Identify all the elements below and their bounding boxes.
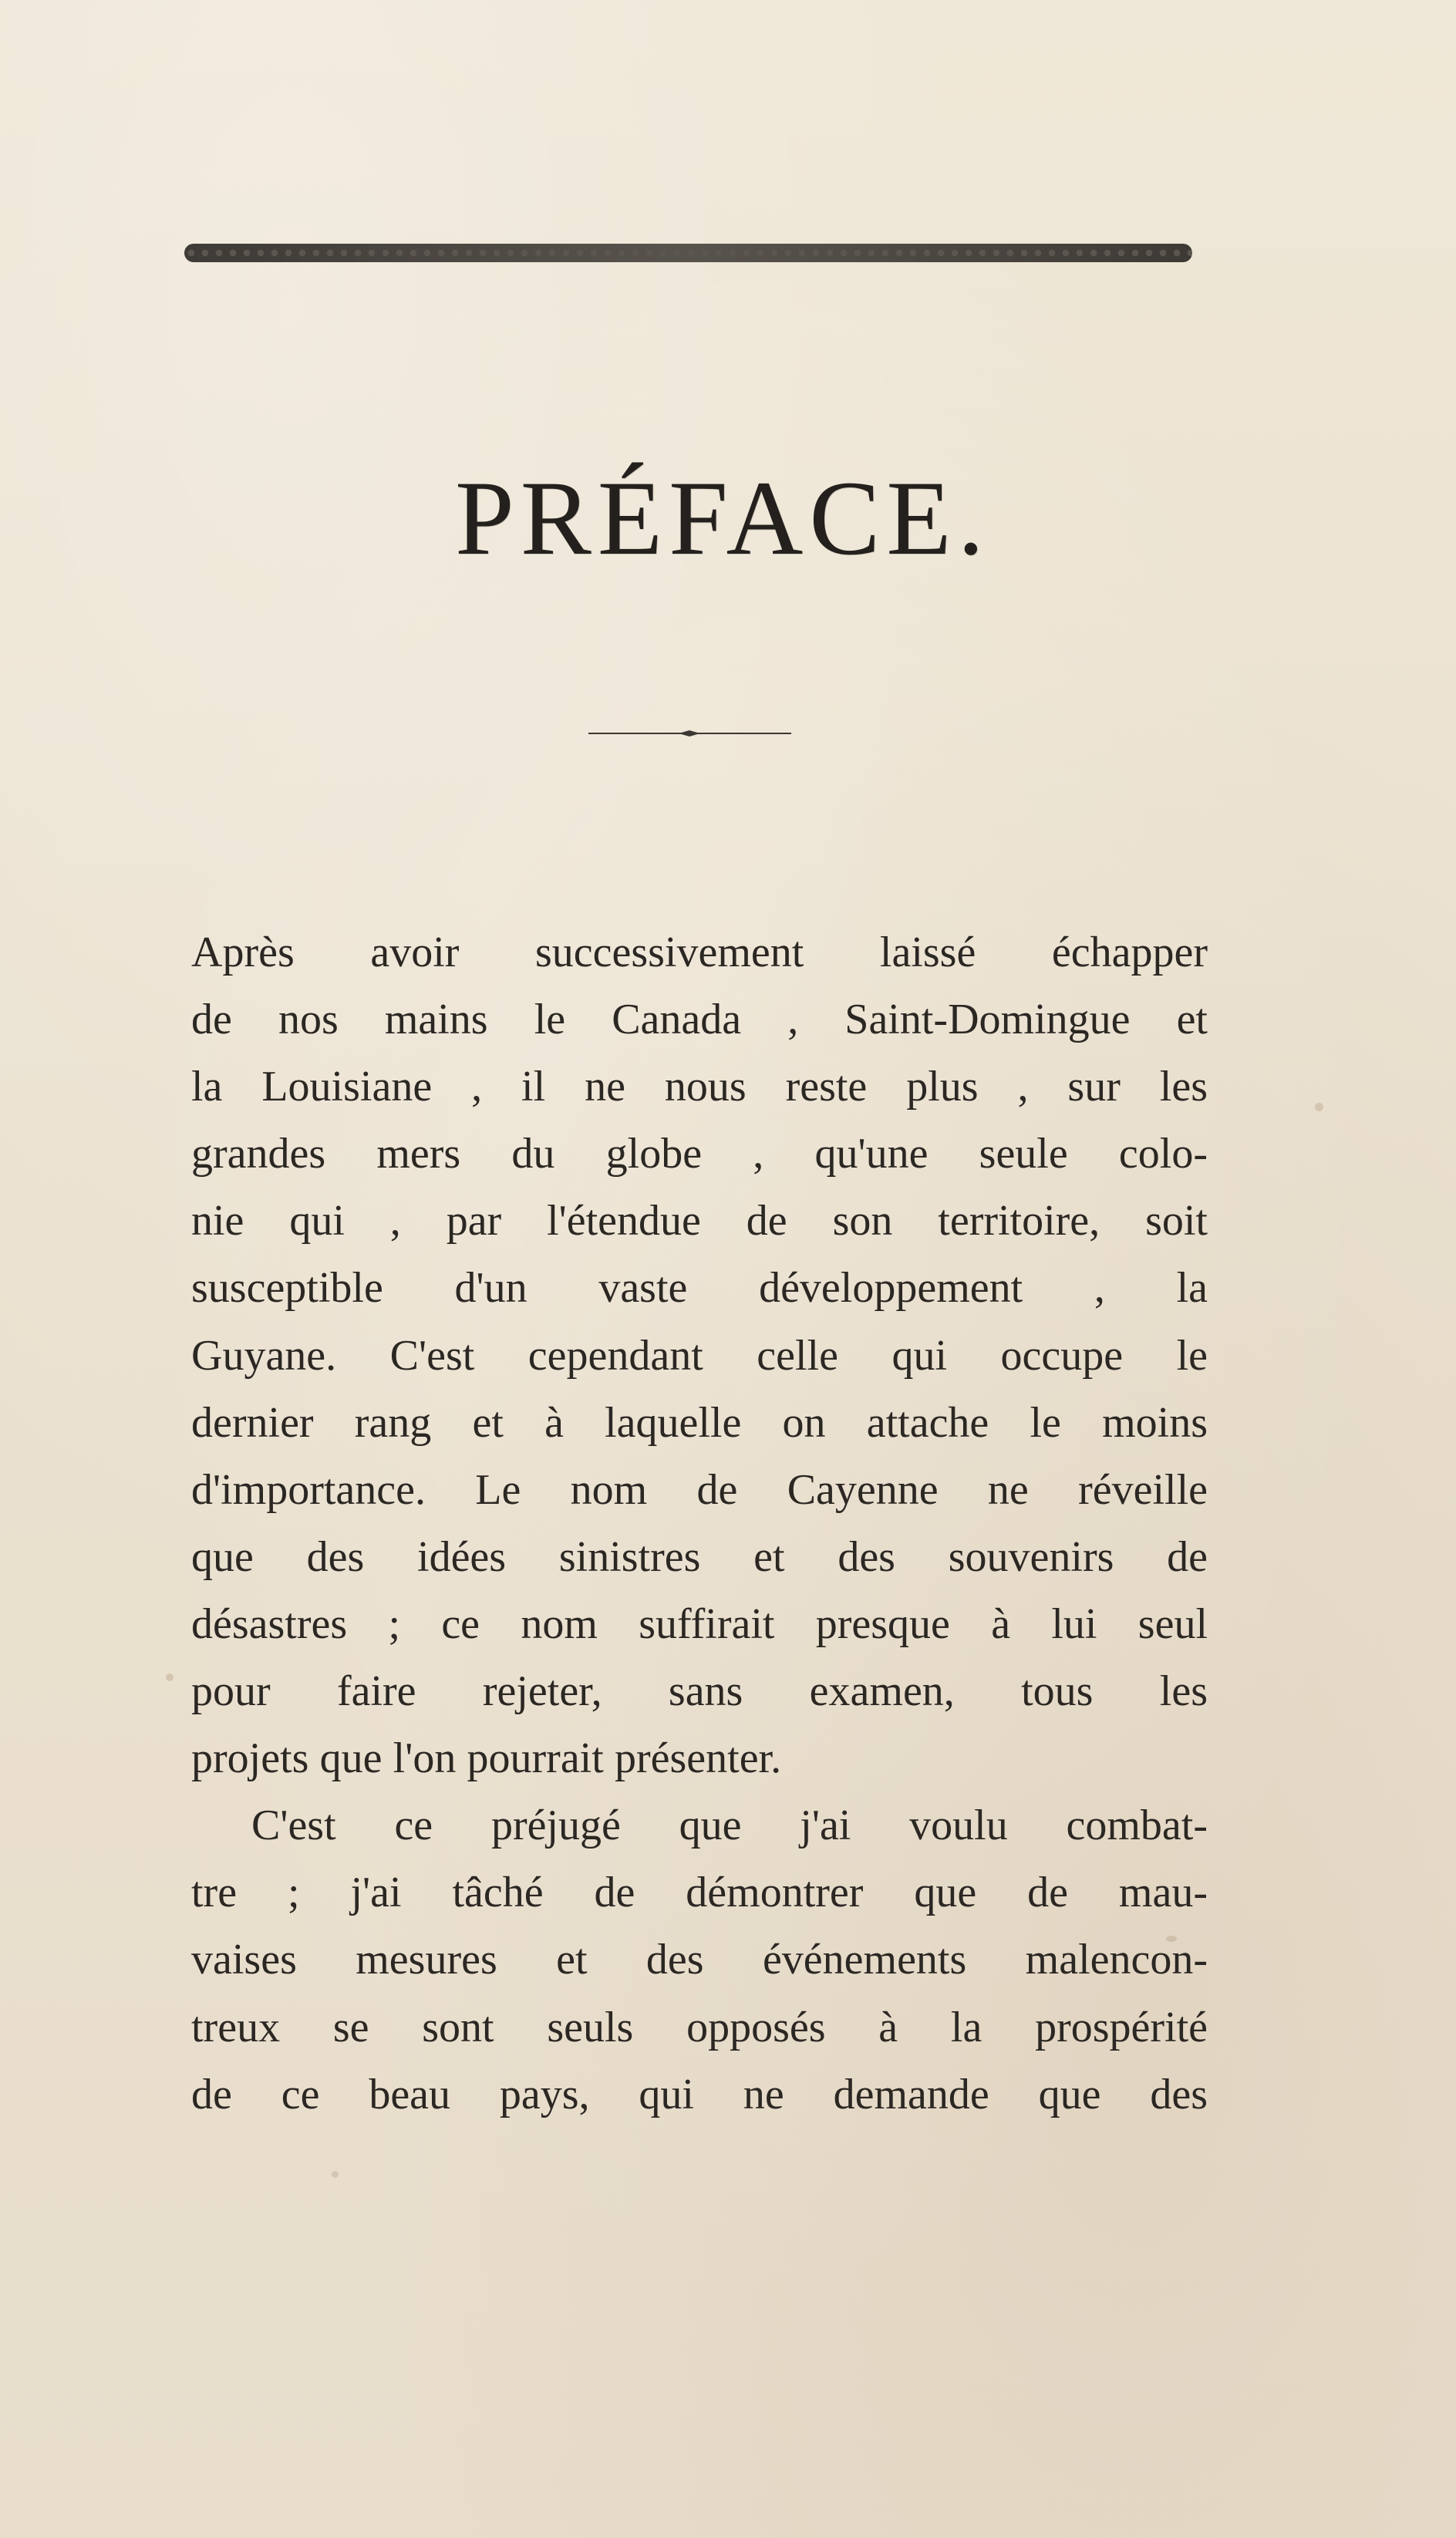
body-line: projets que l'on pourrait présenter. xyxy=(191,1734,782,1783)
body-line: nie qui , par l'étendue de son territoire, soit xyxy=(191,1197,1208,1245)
body-line: désastres ; ce nom suffirait presque à lui seul xyxy=(191,1599,1208,1648)
body-line: d'importance. Le nom de Cayenne ne réveille xyxy=(191,1465,1208,1514)
paper-speck xyxy=(332,2171,339,2178)
title-rule xyxy=(588,730,791,736)
body-text xyxy=(191,919,1208,2128)
body-line: susceptible d'un vaste développement , la xyxy=(191,1264,1208,1313)
body-line: grandes mers du globe , qu'une seule colo- xyxy=(191,1130,1208,1178)
body-line: dernier rang et à laquelle on attache le moins xyxy=(191,1398,1208,1447)
body-line: tre ; j'ai tâché de démontrer que de mau- xyxy=(191,1869,1208,1917)
body-line: de nos mains le Canada , Saint-Domingue et xyxy=(191,996,1208,1044)
body-line: treux se sont seuls opposés à la prospérité xyxy=(191,2003,1208,2051)
body-line: que des idées sinistres et des souvenirs de xyxy=(191,1532,1208,1581)
page-title: PRÉFACE. xyxy=(455,459,991,577)
body-line: pour faire rejeter, sans examen, tous les xyxy=(191,1667,1208,1716)
paper-speck xyxy=(1315,1103,1323,1111)
body-line: Guyane. C'est cependant celle qui occupe le xyxy=(191,1331,1208,1380)
body-line: la Louisiane , il ne nous reste plus , sur les xyxy=(191,1063,1208,1111)
body-line: C'est ce préjugé que j'ai voulu combat- xyxy=(251,1802,1208,1850)
body-line: Après avoir successivement laissé échapper xyxy=(191,929,1208,976)
body-line: de ce beau pays, qui ne demande que des xyxy=(191,2070,1208,2118)
paper-speck xyxy=(166,1673,174,1681)
body-line: vaises mesures et des événements malencon- xyxy=(191,1936,1208,1984)
top-ornament xyxy=(184,244,1192,262)
